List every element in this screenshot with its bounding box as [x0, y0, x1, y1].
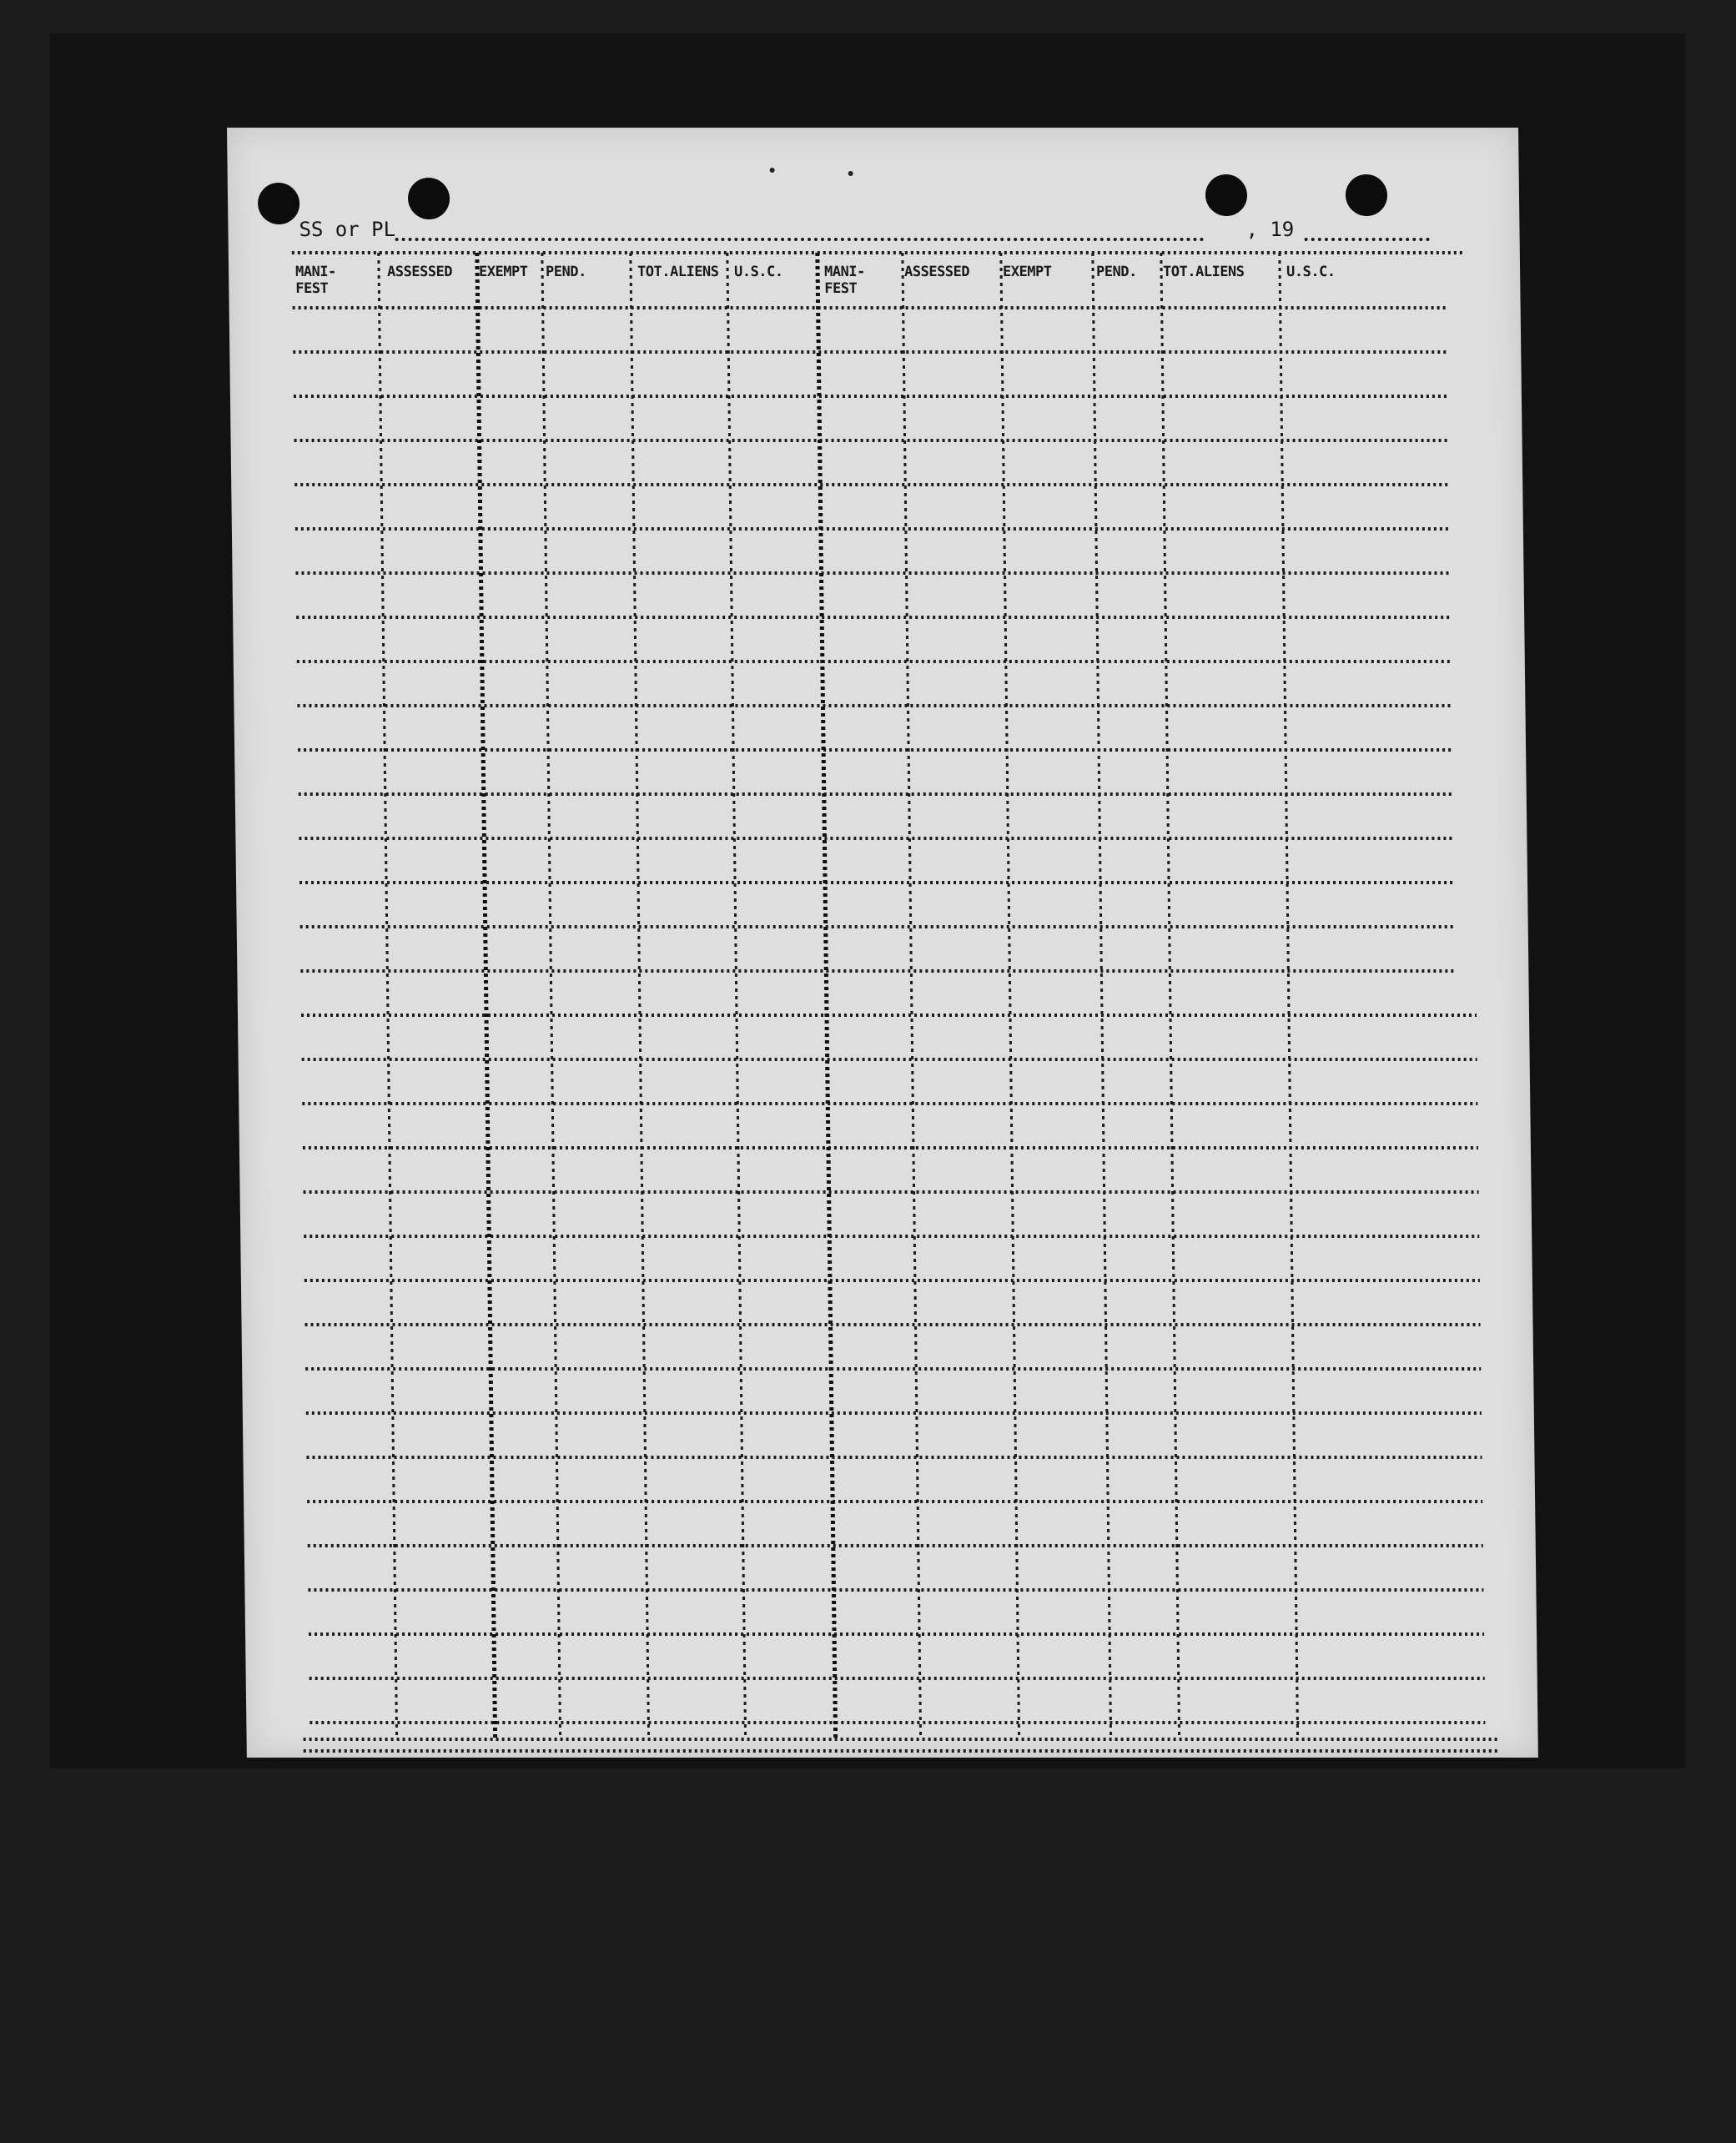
ledger-column-line: [727, 253, 746, 1739]
ledger-column-line: [379, 253, 397, 1739]
ledger-column-line: [542, 253, 561, 1739]
ledger-column-line: [1280, 253, 1298, 1739]
col-header-total-aliens: TOT.ALIENS: [637, 264, 719, 280]
year-label: , 19: [1245, 218, 1295, 241]
col-header-exempt: EXEMPT: [478, 264, 528, 280]
col-header-total-aliens: TOT.ALIENS: [1162, 264, 1245, 280]
ledger-column-line: [477, 253, 496, 1739]
col-header-pending: PEND.: [1095, 264, 1137, 280]
ledger-column-line: [1001, 253, 1019, 1739]
col-header-usc: U.S.C.: [733, 264, 783, 280]
form-page: [227, 128, 1538, 1758]
col-header-usc: U.S.C.: [1286, 264, 1336, 280]
ledger-grid: [227, 128, 1538, 1758]
vessel-label: SS or PL: [299, 218, 396, 241]
ledger-column-line: [903, 253, 921, 1739]
ledger-column-line: [1093, 253, 1111, 1739]
col-header-manifest: MANI- FEST: [294, 264, 336, 297]
col-header-pending: PEND.: [545, 264, 586, 280]
col-header-manifest: MANI- FEST: [823, 264, 865, 297]
col-header-assessed: ASSESSED: [903, 264, 970, 280]
ledger-column-line: [1161, 253, 1180, 1739]
col-header-assessed: ASSESSED: [386, 264, 453, 280]
col-header-exempt: EXEMPT: [1002, 264, 1052, 280]
ledger-column-line: [631, 253, 649, 1739]
ledger-column-line: [818, 253, 836, 1739]
